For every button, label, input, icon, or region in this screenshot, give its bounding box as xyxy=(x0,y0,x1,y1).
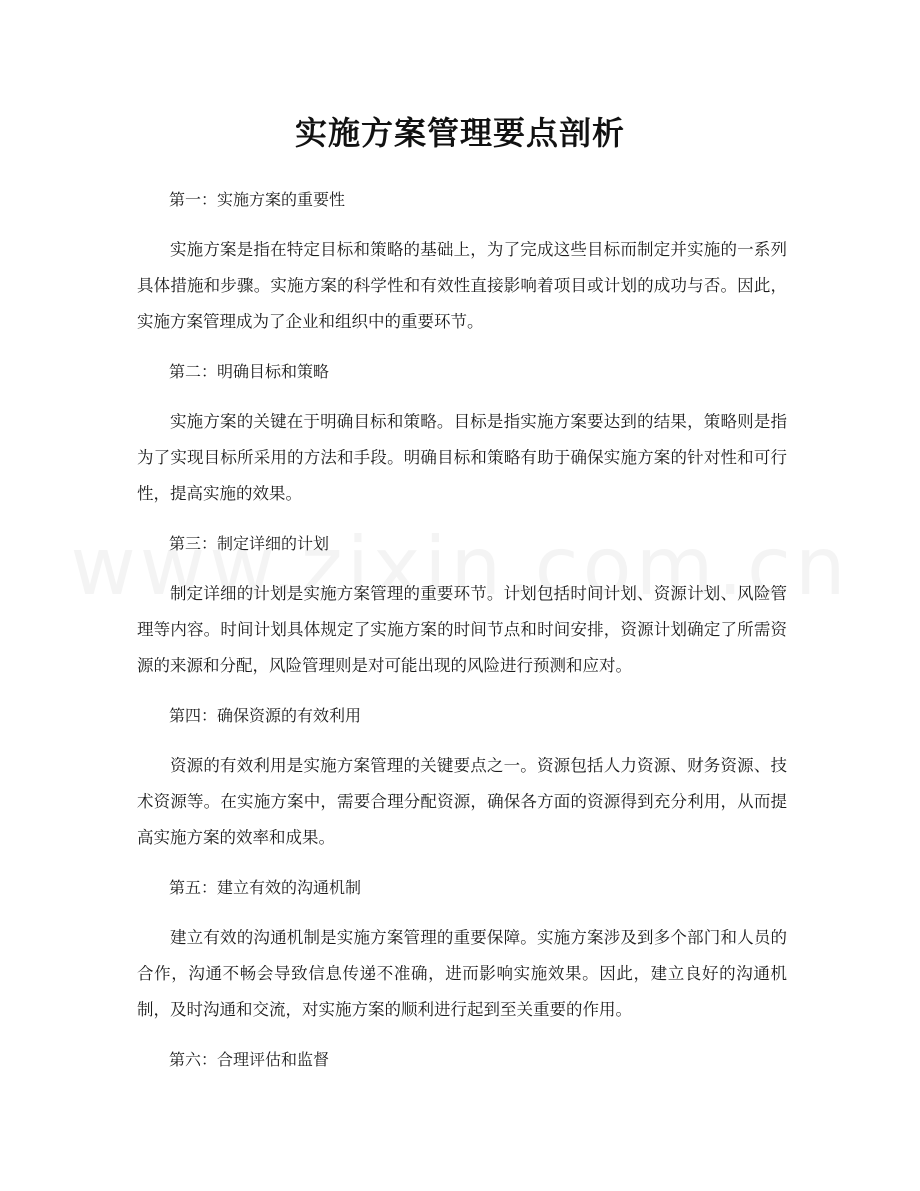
section-heading-6: 第六：合理评估和监督 xyxy=(169,1050,330,1069)
section-paragraph-5: 建立有效的沟通机制是实施方案管理的重要保障。实施方案涉及到多个部门和人员的合作，沟通不畅会导致信息传递不准确，进而影响实施效果。因此，建立良好的沟通机制，及时沟通和交流，对实施方案的顺利进行起到至关重要的作用。 xyxy=(137,928,787,1019)
section-heading-2: 第二：明确目标和策略 xyxy=(169,362,330,381)
section-paragraph-1: 实施方案是指在特定目标和策略的基础上，为了完成这些目标而制定并实施的一系列具体措施和步骤。实施方案的科学性和有效性直接影响着项目或计划的成功与否。因此，实施方案管理成为了企业和组织中的重要环节。 xyxy=(137,240,787,331)
section-paragraph-3: 制定详细的计划是实施方案管理的重要环节。计划包括时间计划、资源计划、风险管理等内容。时间计划具体规定了实施方案的时间节点和时间安排，资源计划确定了所需资源的来源和分配，风险管理则是对可能出现的风险进行预测和应对。 xyxy=(137,584,787,675)
page-title: 实施方案管理要点剖析 xyxy=(294,114,625,152)
section-heading-3: 第三：制定详细的计划 xyxy=(169,534,330,553)
section-heading-1: 第一：实施方案的重要性 xyxy=(169,190,346,209)
section-paragraph-2: 实施方案的关键在于明确目标和策略。目标是指实施方案要达到的结果，策略则是指为了实现目标所采用的方法和手段。明确目标和策略有助于确保实施方案的针对性和可行性，提高实施的效果。 xyxy=(137,412,787,503)
section-heading-4: 第四：确保资源的有效利用 xyxy=(169,706,362,725)
section-heading-5: 第五：建立有效的沟通机制 xyxy=(169,878,362,897)
section-paragraph-4: 资源的有效利用是实施方案管理的关键要点之一。资源包括人力资源、财务资源、技术资源等。在实施方案中，需要合理分配资源，确保各方面的资源得到充分利用，从而提高实施方案的效率和成果。 xyxy=(137,756,787,847)
document-body xyxy=(137,182,787,1092)
